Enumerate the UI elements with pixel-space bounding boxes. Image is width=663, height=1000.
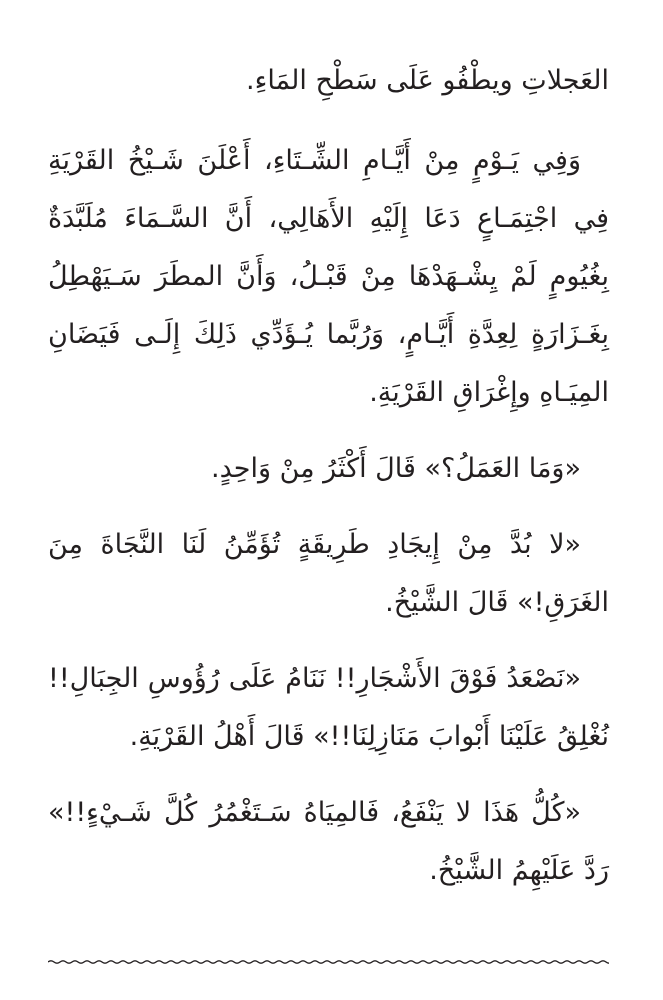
story-page xyxy=(48,52,609,1000)
paragraph-chief-response: «كُلُّ هَذَا لا يَنْفَعُ، فَالمِيَاهُ سَـتَغْمُرُ كُلَّ شَـيْءٍ!!» رَدَّ عَلَيْهِمُ الشَّيْخُ. xyxy=(48,797,609,886)
paragraph-villagers-suggestions: «نَصْعَدُ فَوْقَ الأَشْجَارِ!! نَنَامُ عَلَى رُؤُوسِ الجِبَالِ!! نُغْلِقُ عَلَيْنَا أَبْوابَ مَنَازِلِنَا!!» قَالَ أَهْلُ القَرْيَةِ. xyxy=(48,663,609,752)
paragraph-what-to-do: «وَمَا العَمَلُ؟» قَالَ أَكْثَرُ مِنْ وَاحِدٍ. xyxy=(211,453,581,484)
paragraph-village-chief-announcement: وَفِي يَـوْمٍ مِنْ أَيَّـامِ الشِّـتَاءِ، أَعْلَنَ شَـيْخُ القَرْيَةِ فِي اجْتِمَـاعٍ دَعَا إِلَيْهِ الأَهَالِي، أَنَّ السَّـمَاءَ مُلَبَّدَةٌ بِغُيُومٍ لَمْ يِشْـهَدْهَا مِنْ قَبْـلُ، وَأَنَّ المطَرَ سَـيَهْطِلُ بِغَـزَارَةٍ لِعِدَّةِ أَيَّـامٍ، وَرُبَّما يُـؤَدِّي ذَلِكَ إِلَـى فَيَضَانِ المِيَـاهِ وإِغْرَاقِ القَرْيَةِ. xyxy=(48,145,609,408)
paragraph-chief-reply: «لا بُدَّ مِنْ إِيجَادِ طَرِيقَةٍ تُؤَمِّنُ لَنَا النَّجَاةَ مِنَ الغَرَقِ!» قَالَ الشَّيْخُ. xyxy=(48,529,609,618)
wavy-divider xyxy=(48,955,609,969)
paragraph-continuation: العَجلاتِ ويطْفُو عَلَى سَطْحِ المَاءِ. xyxy=(246,65,609,96)
